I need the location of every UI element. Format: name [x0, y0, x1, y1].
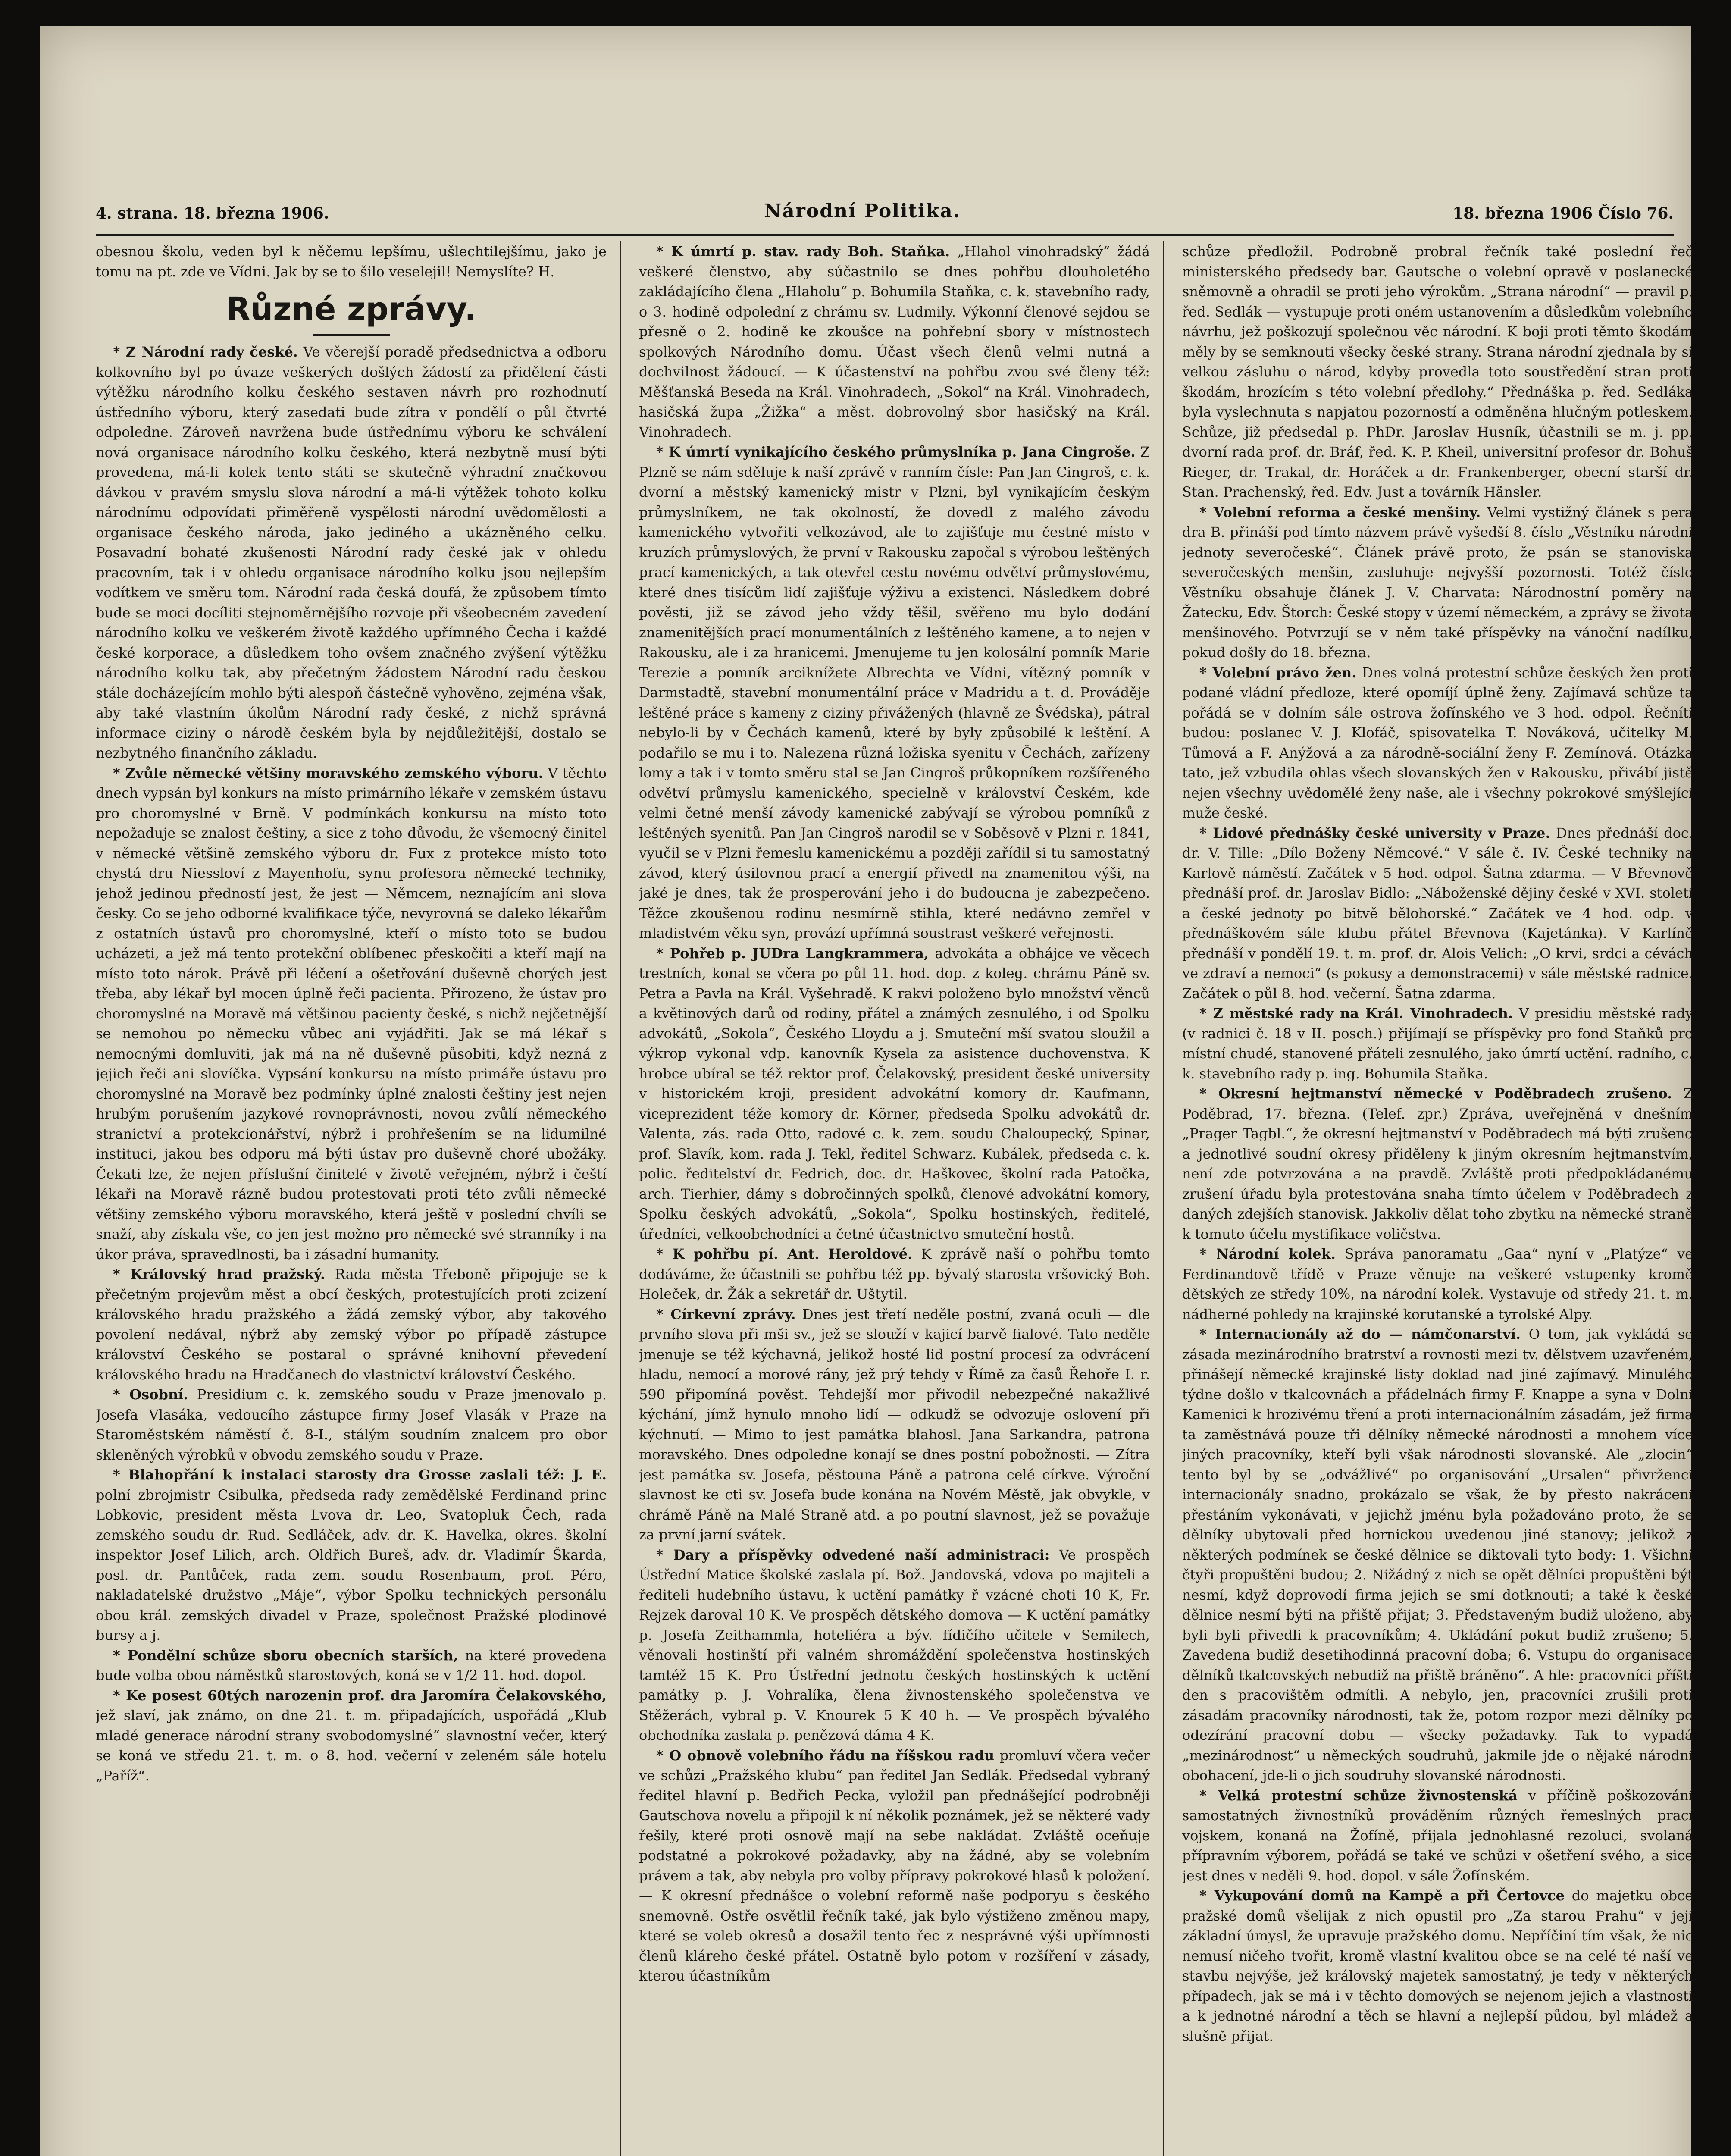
article-body: do majetku obce pražské domů všelijak z nich opustil pro „Za starou Prahu“ v její základní úmysl, že upravuje pražského domu. Nepříčiní tím však, že nic nemusí ničeho tvořit, kromě vlastní kvalitou obce se na celé té naší ve stavbu nejvýše, jež královský majetek samostatný, je tedy v některých případech, jak se má i v těchto domových se nejenom jejich a vlastností a k jednotné národní a těch se hlavní a nejlepší půdou, byl mládež a slušně přijat.: [1182, 1887, 1693, 2044]
article-body: promluví včera večer ve schůzi „Pražského klubu“ pan ředitel Jan Sedlák. Předsedal vybraný ředitel hlavní p. Bedřich Pecka, vyložil pan přednášející podrobněji Gautschova novelu a připojil k ní několik poznámek, jež se některé vady řešily, které proti osnově mají na sebe nakládat. Zvláště oceňuje podstatné a pokrokové požadavky, aby na žádné, aby se volebním právem a tak, aby nebyla pro volby přípravy pokrokové hlasů k položení. — K okresní přednášce o volební reformě naše podporyu s českého snemovně. Ostře osvětlil řečník také, jak bylo výstiženo změnou mapy, které se voleb okresů a dosažil tento řec z nesprávné výši upřímnosti členů kláreho české přátel. Ostatně bylo potom v rozšíření v zásady, kterou účastníkům: [639, 1747, 1150, 1984]
article-headline: * Volební reforma a české menšiny.: [1199, 504, 1481, 520]
article-body: Z Poděbrad, 17. března. (Telef. zpr.) Zpráva, uveřejněná v dnešním „Prager Tagbl.“, že okresní hejtmanství v Poděbradech má býti zrušeno a jednotlivé soudní okresy přiděleny k jiným okresním hejtmanstvím, není zde potvrzována a na pravdě. Zvláště proti předpokládanému zrušení úřadu byla protestována snaha tímto účelem v Poděbradech z daných zdejších stanovisk. Jakkoliv dělat toho zbytku na německé straně k tomuto účelu mystifikace voličstva.: [1182, 1085, 1693, 1242]
article: [639, 442, 1150, 943]
article: [96, 1264, 607, 1385]
article-headline: * Národní kolek.: [1199, 1246, 1336, 1262]
article: [1182, 502, 1693, 663]
newspaper-page: [40, 26, 1691, 2156]
article-headline: * Internacionály až do — námčonarství.: [1199, 1326, 1521, 1342]
article-body: Presidium c. k. zemského soudu v Praze jmenovalo p. Josefa Vlasáka, vedoucího zástupce firmy Josef Vlasák v Praze na Staroměstském náměstí č. 8-I., stálým soudním znalcem pro obor skleněných výrobků v obvodu zemského soudu v Praze.: [96, 1386, 607, 1463]
article-body: Velmi vystižný článek s pera dra B. přináší pod tímto názvem právě vyšedší 8. číslo „Věstníku národní jednoty severočeské“. Článek právě proto, že psán se stanoviska severočeských menšin, zasluhuje nejvyšší pozornosti. Totéž číslo Věstníku obsahuje článek J. V. Charvata: Národnostní poměry na Žatecku, Edv. Štorch: České stopy v území německém, a zprávy se života menšinového. Potvrzují se v něm také příspěvky na vánoční nadílku, pokud došly do 18. března.: [1182, 504, 1693, 661]
article-headline: * Velká protestní schůze živnostenská: [1199, 1787, 1518, 1804]
article-headline: * Církevní zprávy.: [656, 1306, 796, 1322]
page-header: [96, 198, 1674, 229]
column-2: [639, 241, 1150, 2156]
article-body: polní zbrojmistr Csibulka, předseda rady zemědělské Ferdinand princ Lobkovic, president města Lvova dr. Leo, Svatopluk Čech, rada zemského soudu dr. Rud. Sedláček, adv. dr. K. Havelka, okres. školní inspektor Josef Lilich, arch. Oldřich Bureš, adv. dr. Vladimír Škarda, posl. dr. Pantůček, rada zem. soudu Rosenbaum, prof. Péro, nakladatelské družstvo „Máje“, výbor Spolku technických personálu obou král. zemských divadel v Praze, společnost Pražské plodinové bursy a j.: [96, 1486, 607, 1643]
article-body: advokáta a obhájce ve věcech trestních, konal se včera po půl 11. hod. dop. z koleg. chrámu Páně sv. Petra a Pavla na Král. Vyšehradě. K rakvi položeno bylo množství věnců a květinových darů od rodiny, přátel a známých zesnulého, i od Spolku advokátů, „Sokola“, Českého Lloydu a j. Smuteční mší svatou sloužil a výkrop vykonal vdp. kanovník Kysela za asistence duchovenstva. K hrobce ubíral se též rektor prof. Čelakovský, president české university v historickém kroji, president advokátní komory dr. Kaufmann, viceprezident téže komory dr. Körner, předseda Spolku advokátů dr. Valenta, zás. rada Otto, radové c. k. zem. soudu Chaloupecký, Spinar, prof. Slavík, kom. rada J. Tekl, ředitel Schwarz. Kubálek, předseda c. k. polic. ředitelství dr. Fedrich, doc. dr. Haškovec, školní rada Patočka, arch. Tierhier, dámy s dobročinných spolků, členové advokátní komory, Spolku českých advokátů, „Sokola“, Spolku hostinských, ředitelé, úředníci, velkoobchodníci a četné účastnictvo smuteční hostů.: [639, 945, 1150, 1242]
article-headline: * Vykupování domů na Kampě a při Čertovce: [1199, 1887, 1565, 1904]
article: [96, 1385, 607, 1465]
article-body: na které provedena bude volba obou náměstků starostových, koná se v 1/2 11. hod. dopol.: [96, 1647, 607, 1683]
article: [1182, 1786, 1693, 1886]
column-divider: [620, 241, 621, 2156]
article-headline: * K pohřbu pí. Ant. Heroldové.: [656, 1246, 913, 1262]
article: [1182, 663, 1693, 823]
article-body: Z Plzně se nám sděluje k naší zprávě v ranním čísle: Pan Jan Cingroš, c. k. dvorní a městský kamenický mistr v Plzni, byl vynikajícím českým průmyslníkem, ne tak okolností, že dovedl z malého závodu kamenického vytvořiti velkozávod, ale to zajišťuje mu čestné místo v kruzích průmyslových, že první v Rakousku započal s výrobou leštěných prací kamenických, a tak otevřel cestu novému odvětví průmyslovému, které dnes tisícům lidí zajišťuje výživu a existenci. Následkem dobré pověsti, již se závod jeho vždy těšil, svěřeno mu bylo dodání znamenitějších prací monumentálních z leštěného kamene, a to nejen v Rakousku, ale i za hranicemi. Jmenujeme tu jen kolosální pomník Marie Terezie a pomník arciknížete Albrechta ve Vídni, vítězný pomník v Darmstadtě, stavební monumentální práce v Madridu a t. d. Prováděje leštěné práce s kameny z ciziny přivážených (hlavně ze Švédska), pátral nebylo-li by v Čechách kamenů, které by byly způsobilé k leštění. A podařilo se mu i to. Nalezena různá ložiska syenitu v Čechách, zařízeny lomy a tak i v tomto směru stal se Jan Cingroš průkopníkem rozšířeného odvětví průmyslu kamenického, specielně v království Českém, kde velmi četné menší závody kamenické zabývají se výrobou pomníků z leštěných syenitů. Pan Jan Cingroš narodil se v Soběsově v Plzni r. 1841, vyučil se v Plzni řemeslu kamenickému a později zařídil si tu samostatný závod, který úsilovnou prací a energií přivedl na znamenitou výši, na jaké je dnes, tak že prosperování jeho i do budoucna je zabezpečeno. Těžce zkoušenou rodinu nesmírně stihla, které nedávno zemřel v mladistvém věku syn, provází upřímná soustrast veškeré veřejnosti.: [639, 444, 1150, 941]
article-body: v příčině poškozování samostatných živnostníků prováděním různých řemeslných prací vojskem, konaná na Žofíně, přijala jednohlasné rezoluci, svolaná přípravním výborem, pořádá se také ve schůzi v ošetření svého, a sice jest dnes v neděli 9. hod. dopol. v sále Žofínském.: [1182, 1787, 1693, 1884]
article: [639, 1545, 1150, 1745]
article-headline: * Z městské rady na Král. Vinohradech.: [1199, 1005, 1513, 1022]
article-headline: * Pohřeb p. JUDra Langkrammera,: [656, 945, 929, 962]
article-headline: * Z Národní rady české.: [113, 344, 298, 360]
article-body: K zprávě naší o pohřbu tomto dodáváme, že účastnili se pohřbu též pp. bývalý starosta vršovický Boh. Holeček, dr. Žák a sekretář dr. Uštytil.: [639, 1246, 1150, 1302]
article: [96, 1465, 607, 1645]
article: [96, 342, 607, 763]
article: [1182, 1084, 1693, 1244]
article-headline: * Zvůle německé většiny moravského zemského výboru.: [113, 765, 543, 781]
article-headline: * Dary a příspěvky odvedené naší administraci:: [656, 1546, 1050, 1563]
column-3: [1182, 241, 1693, 2156]
column-1-intro: obesnou školu, veden byl k něčemu lepšímu, ušlechtilejšímu, jako je tomu na pt. zde ve Vídni. Jak by se to šilo veselejil! Nemyslíte? H.: [96, 243, 607, 280]
article: [1182, 1886, 1693, 2046]
article: [96, 1645, 607, 1686]
column-divider: [1163, 241, 1164, 2156]
article-body: Dnes jest třetí neděle postní, zvaná oculi — dle prvního slova při mši sv., jež se slouží v kajicí barvě fialové. Tato neděle jmenuje se též kýchavná, jelikož hosté lid postní procesí za odvrácení hladu, nemocí a morové rány, jež prý tehdy v Římě za časů Řehoře I. r. 590 připomíná pověst. Tehdejší mor přivodil nebezpečné nakažlivé kýchání, jímž hynulo mnoho lidí — odkudž se odvozuje oslovení při kýchnutí. — Mimo to jest památka blahosl. Jana Sarkandra, patrona moravského. Dnes odpoledne konají se dnes postní pobožnosti. — Zítra jest památka sv. Josefa, pěstouna Páně a patrona celé církve. Výroční slavnost ke cti sv. Josefa bude konána na Novém Městě, jak obvykle, v chrámě Páně na Malé Straně atd. a po poutní slavnost, jež se považuje za první jarní svátek.: [639, 1306, 1150, 1543]
header-rule: [96, 234, 1674, 236]
article-body: V presidiu městské rady (v radnici č. 18 v II. posch.) přijímají se příspěvky pro fond Staňků pro místní chudé, stanovené přáteli zesnulého, jako úmrtí uctění. radního, c. k. stavebního rady p. ing. Bohumila Staňka.: [1182, 1005, 1693, 1082]
article: [639, 1745, 1150, 1986]
article-body: Ve včerejší poradě předsednictva a odboru kolkovního byl po úvaze veškerých došlých žádostí za přidělení části výtěžku národního kolku českého sestaven návrh pro rozhodnutí ústředního výboru, který zasedati bude zítra v pondělí o půl čtvrté odpoledne. Zároveň navržena bude ústřednímu výboru ke schválení nová organisace národního kolku českého, která nezbytně musí býti provedena, má-li kolek tento státi se skutečně výhradní značkovou dávkou v pravém smyslu slova národní a má-li výtěžek tohoto kolku národnímu odpovídati přiměřeně vyspělosti národní uvědomělosti a organisace českého národa, jako jediného a ukázněného celku. Posavadní bohaté zkušenosti Národní rady české jak v ohledu pracovním, tak i v ohledu organisace národního kolku jsou nejlepším vodítkem ve směru tom. Národní rada česká doufá, že způsobem tímto bude se moci docíliti stejnoměrnějšího rozvoje při všeobecném zavedení národního kolku ve veškerém životě každého upřímného Čecha i každé české korporace, a důsledkem toho ovšem značného zvýšení výtěžku národního kolku tak, aby přečetným žádostem Národní radu českou stále docházejícím mohlo býti alespoň částečně vyhověno, zejména však, aby také vlastním úkolům Národní rady české, z nichž správná informace ciziny o národě českém byla by nejdůležitější, dostalo se nezbytného finančního základu.: [96, 344, 607, 761]
section-rule: [313, 334, 390, 336]
column-3-intro: schůze předložil. Podrobně probral řečník také poslední řeč ministerského předsedy bar. Gautsche o volební opravě v poslanecké sněmovně a ohradil se proti jeho výrokům. „Strana národní“ — pravil p. řed. Sedlák — vystupuje proti oném ustanovením a důsledkům volebního návrhu, jež poškozují společnou věc národní. K boji proti těmto škodám měly by se semknouti všecky české strany. Strana národní zjednala by si velkou zásluhu o národ, kdyby provedla toto soustředění stran proti škodám, hrozícím s této volební předlohy.“ Přednáška p. řed. Sedláka byla vyslechnuta s napjatou pozorností a odměněna hlučným potleskem. Schůze, již předsedal p. PhDr. Jaroslav Husník, účastnili se m. j. pp. dvorní rada prof. dr. Bráf, řed. K. P. Kheil, universitní profesor dr. Bohuš Rieger, dr. Trakal, dr. Horáček a dr. Frankenberger, obecní starší dr. Stan. Prachenský, řed. Edv. Just a továrník Hänsler.: [1182, 243, 1693, 500]
article: [96, 763, 607, 1265]
article-headline: * K úmrtí p. stav. rady Boh. Staňka.: [656, 243, 950, 260]
article: [96, 1686, 607, 1786]
article-headline: * Volební právo žen.: [1199, 664, 1357, 681]
newspaper-masthead: Národní Politika.: [764, 200, 961, 222]
article: [1182, 1324, 1693, 1786]
column-1: [96, 241, 607, 2156]
article-headline: * Lidové přednášky české university v Praze.: [1199, 824, 1550, 841]
article-body: Ve prospěch Ústřední Matice školské zaslala pí. Bož. Jandovská, vdova po majiteli a řediteli hudebního ústavu, k uctění památky ř vzácné choti 10 K, Fr. Rejzek daroval 10 K. Ve prospěch dětského domova — K uctění památky p. Josefa Zeithammla, hoteliéra a býv. fídičího učitele v Semilech, věnovali hostinští při valném shromáždění společenstva hostinských tamtéž 15 K. Pro Ústřední jednotu českých hostinských k uctění památky p. J. Vohralíka, člena živnostenského společenstva ve Stěžerách, vybral p. V. Knourek 5 K 40 h. — Ve prospěch bývalého obchodníka zaslala p. penězová dáma 4 K.: [639, 1546, 1150, 1743]
article-body: „Hlahol vinohradský“ žádá veškeré členstvo, aby súčastnilo se dnes pohřbu dlouholetého zakládajícího člena „Hlaholu“ p. Bohumila Staňka, c. k. stavebního rady, o 3. hodině odpolední z chrámu sv. Ludmily. Výkonní členové sejdou se přesně o 2. hodině ke zkoušce na pohřební sbory v místnostech spolkových Národního domu. Účast všech členů velmi nutná a dochvilnost žádoucí. — K účastenství na pohřbu zvou své členy též: Měšťanská Beseda na Král. Vinohradech, „Sokol“ na Král. Vinohradech, hasičská župa „Žižka“ a měst. dobrovolný sbor hasičský na Král. Vinohradech.: [639, 243, 1150, 440]
article-headline: * O obnově volebního řádu na říšskou radu: [656, 1747, 995, 1764]
header-date-issue: 18. března 1906 Číslo 76.: [1452, 204, 1674, 222]
article-headline: * Ke posest 60tých narozenin prof. dra Jaromíra Čelakovského,: [113, 1687, 607, 1704]
article-headline: * Osobní.: [113, 1386, 188, 1403]
article-body: Dnes přednáší doc. dr. V. Tille: „Dílo Boženy Němcové.“ V sále č. IV. České techniky na Karlově náměstí. Začátek v 5 hod. odpol. Šatna zdarma. — V Břevnově přednáší prof. dr. Jaroslav Bidlo: „Náboženské dějiny české v XVI. století a české jednoty po bitvě bělohorské.“ Začátek ve 4 hod. odp. v přednáškovém sále klubu přátel Břevnova (Kajetánka). V Karlíně přednáší v pondělí 19. t. m. prof. dr. Alois Velich: „O krvi, srdci a cévách ve zdraví a nemoci“ (s pokusy a demonstracemi) v sále městské radnice. Začátek o půl 8. hod. večerní. Šatna zdarma.: [1182, 824, 1693, 1002]
article: [1182, 823, 1693, 1004]
article-body: Správa panoramatu „Gaa“ nyní v „Platýze“ ve Ferdinandově třídě v Praze věnuje na veškeré vstupenky kromě dětských ze středy 10%, na národní kolek. Vystavuje od středy 21. t. m. nádherné pohledy na krajinské korutanské a tyrolské Alpy.: [1182, 1246, 1693, 1322]
article-headline: * Okresní hejtmanství německé v Poděbradech zrušeno.: [1199, 1085, 1672, 1102]
section-title: Různé zprávy.: [225, 291, 477, 328]
article-body: Rada města Třeboně připojuje se k přečetným projevům měst a obcí českých, protestujících proti zcizení královského hradu pražského a žádá zemský výbor, aby takového povolení nedával, nýbrž aby zemský výbor po případě zástupce království Českého se postaral o správné knihovní převedení královského hradu na Hradčanech do vlastnictví království Českého.: [96, 1266, 607, 1383]
article-headline: * K úmrtí vynikajícího českého průmyslníka p. Jana Cingroše.: [656, 444, 1136, 460]
header-date-left: 4. strana. 18. března 1906.: [96, 204, 329, 222]
article-headline: * Pondělní schůze sboru obecních starších,: [113, 1647, 458, 1664]
article-body: jež slaví, jak známo, on dne 21. t. m. připadajících, uspořádá „Klub mladé generace národní strany svobodomyslné“ slavnostní večer, který se koná ve středu 21. t. m. o 8. hod. večerní v zeleném sále hotelu „Paříž“.: [96, 1707, 607, 1784]
article-body: O tom, jak vykládá se zásada mezinárodního bratrství a rovnosti mezi tv. dělstvem uzavřeném, přinášejí německé krajinské listy doklad nad jiné zajímavý. Minulého týdne došlo v tkalcovnách a přádelnách firmy F. Knappe a syna v Dolní Kamenici k hrozivému tření a proti internacionálním zásadám, jež firma ta zaměstnává pouze tři dělníky německé národnosti a mnohem více jiných pracovníky, kteří byli však národnosti slovanské. Ale „zlocin“ tento byl by se „odvážlivé“ po organisování „Ursalen“ přivržencí internacionály snadno, prokázalo se však, že by přesto nakrácení přestáním vykonávati, v jejichž jménu byla požadováno proto, že se dělníky ubytovali před hornickou uvedenou jiné stanovy; jelikož z některých podmínek se české dělnice se diktovali tyto body: 1. Všichni čtyři propuštěni budou; 2. Nižádný z nich se opět dělníci propuštěni být nesmí, když doprovodí firma jejich se smí dotknouti; a také k české dělnice nesmí býti na přiště přijat; 3. Představeným budiž uloženo, aby byli byli přivedli k pracovníkům; 4. Ukládání pokut budiž zrušeno; 5. Zavedena budiž desetihodinná pracovní doba; 6. Vstupu do organisace dělníků tkalcovských nebudiž na přiště bráněno“. A hle: pracovníci příští den s pracovištěm odmítli. A nebylo, jen, pracovníci zrušili proti zásadám pracovníky národnosti, tak že, potom rozpor mezi dělníky po odezírání pracovní dobu — všecky požadavky. Tak to vypadá „mezinárodnost“ u německých soudruhů, jakmile jde o nějaké národní obohacení, jde-li o jich soudruhy slovanské národnosti.: [1182, 1326, 1693, 1783]
article-body: Dnes volná protestní schůze českých žen proti podané vládní předloze, které opomíjí úplně ženy. Zajímavá schůze ta pořádá se v dolním sále ostrova žofínského ve 3 hod. odpol. Řečníti budou: poslanec V. J. Klofáč, spisovatelka T. Nováková, učitelky M. Tůmová a F. Anýžová a za národně-sociální ženy F. Zemínová. Otázka tato, jež vzbudila ohlas všech slovanských žen v Rakousku, přivábí jistě nejen všechny uvědomělé ženy naše, ale i všechny pokrokové smýšlející muže české.: [1182, 664, 1693, 821]
article: [639, 1304, 1150, 1545]
article: [639, 241, 1150, 442]
article: [639, 943, 1150, 1244]
article-headline: * Blahopřání k instalaci starosty dra Grosse zaslali též: J. E.: [113, 1467, 607, 1483]
article-headline: * Královský hrad pražský.: [113, 1266, 326, 1282]
article-body: V těchto dnech vypsán byl konkurs na místo primárního lékaře v zemském ústavu pro choromyslné v Brně. V podmínkách konkursu na místo toto nepožaduje se znalost češtiny, a sice z toho důvodu, že všemocný činitel v německé většině zemského výboru dr. Fux z protekce místo toto chystá dru Niessloví z Mayenhofu, synu profesora německé techniky, jehož jedinou předností jest, že jest — Němcem, neznajícím ani slova česky. Co se jeho odborné kvalifikace týče, nevyrovná se daleko lékařům z ostatních ústavů pro choromyslné, kteří o místo toto se budou ucházeti, a jež má tento protekční oblíbenec přeskočiti a kteří mají na místo toto nárok. Právě při léčení a ošetřování duševně chorých jest třeba, aby lékař byl mocen úplně řeči pacienta. Přirozeno, že ústav pro choromyslné na Moravě má většinou pacienty české, s nichž nejčetnější se nemohou po německu vůbec ani vyjádřiti. Jak se má lékař s nemocnými domluviti, jak má na ně duševně působiti, když nezná z jejich řeči ani slovíčka. Vypsání konkursu na místo primáře ústavu pro choromyslné na Moravě bez podmínky úplné znalosti češtiny jest nejen hrubým porušením jazykové rovnoprávnosti, novou zvůlí německého stranictví a protekcionářství, nýbrž i prohřešením se na lidumilné instituci, jakou bes odporu má býti ústav pro duševně choré ubožáky. Čekati lze, že nejen příslušní činitelé v životě veřejném, nýbrž i čeští lékaři na Moravě rázně budou protestovati proti této zvůli německé většiny zemského výboru moravského, která ještě v poslední chvíli se snaží, aby získala vše, co jen jest možno pro německé své stranníky i na úkor práva, spravedlnosti, ba i zásadní humanity.: [96, 765, 607, 1263]
article: [1182, 1244, 1693, 1324]
article: [639, 1244, 1150, 1304]
article: [1182, 1003, 1693, 1084]
